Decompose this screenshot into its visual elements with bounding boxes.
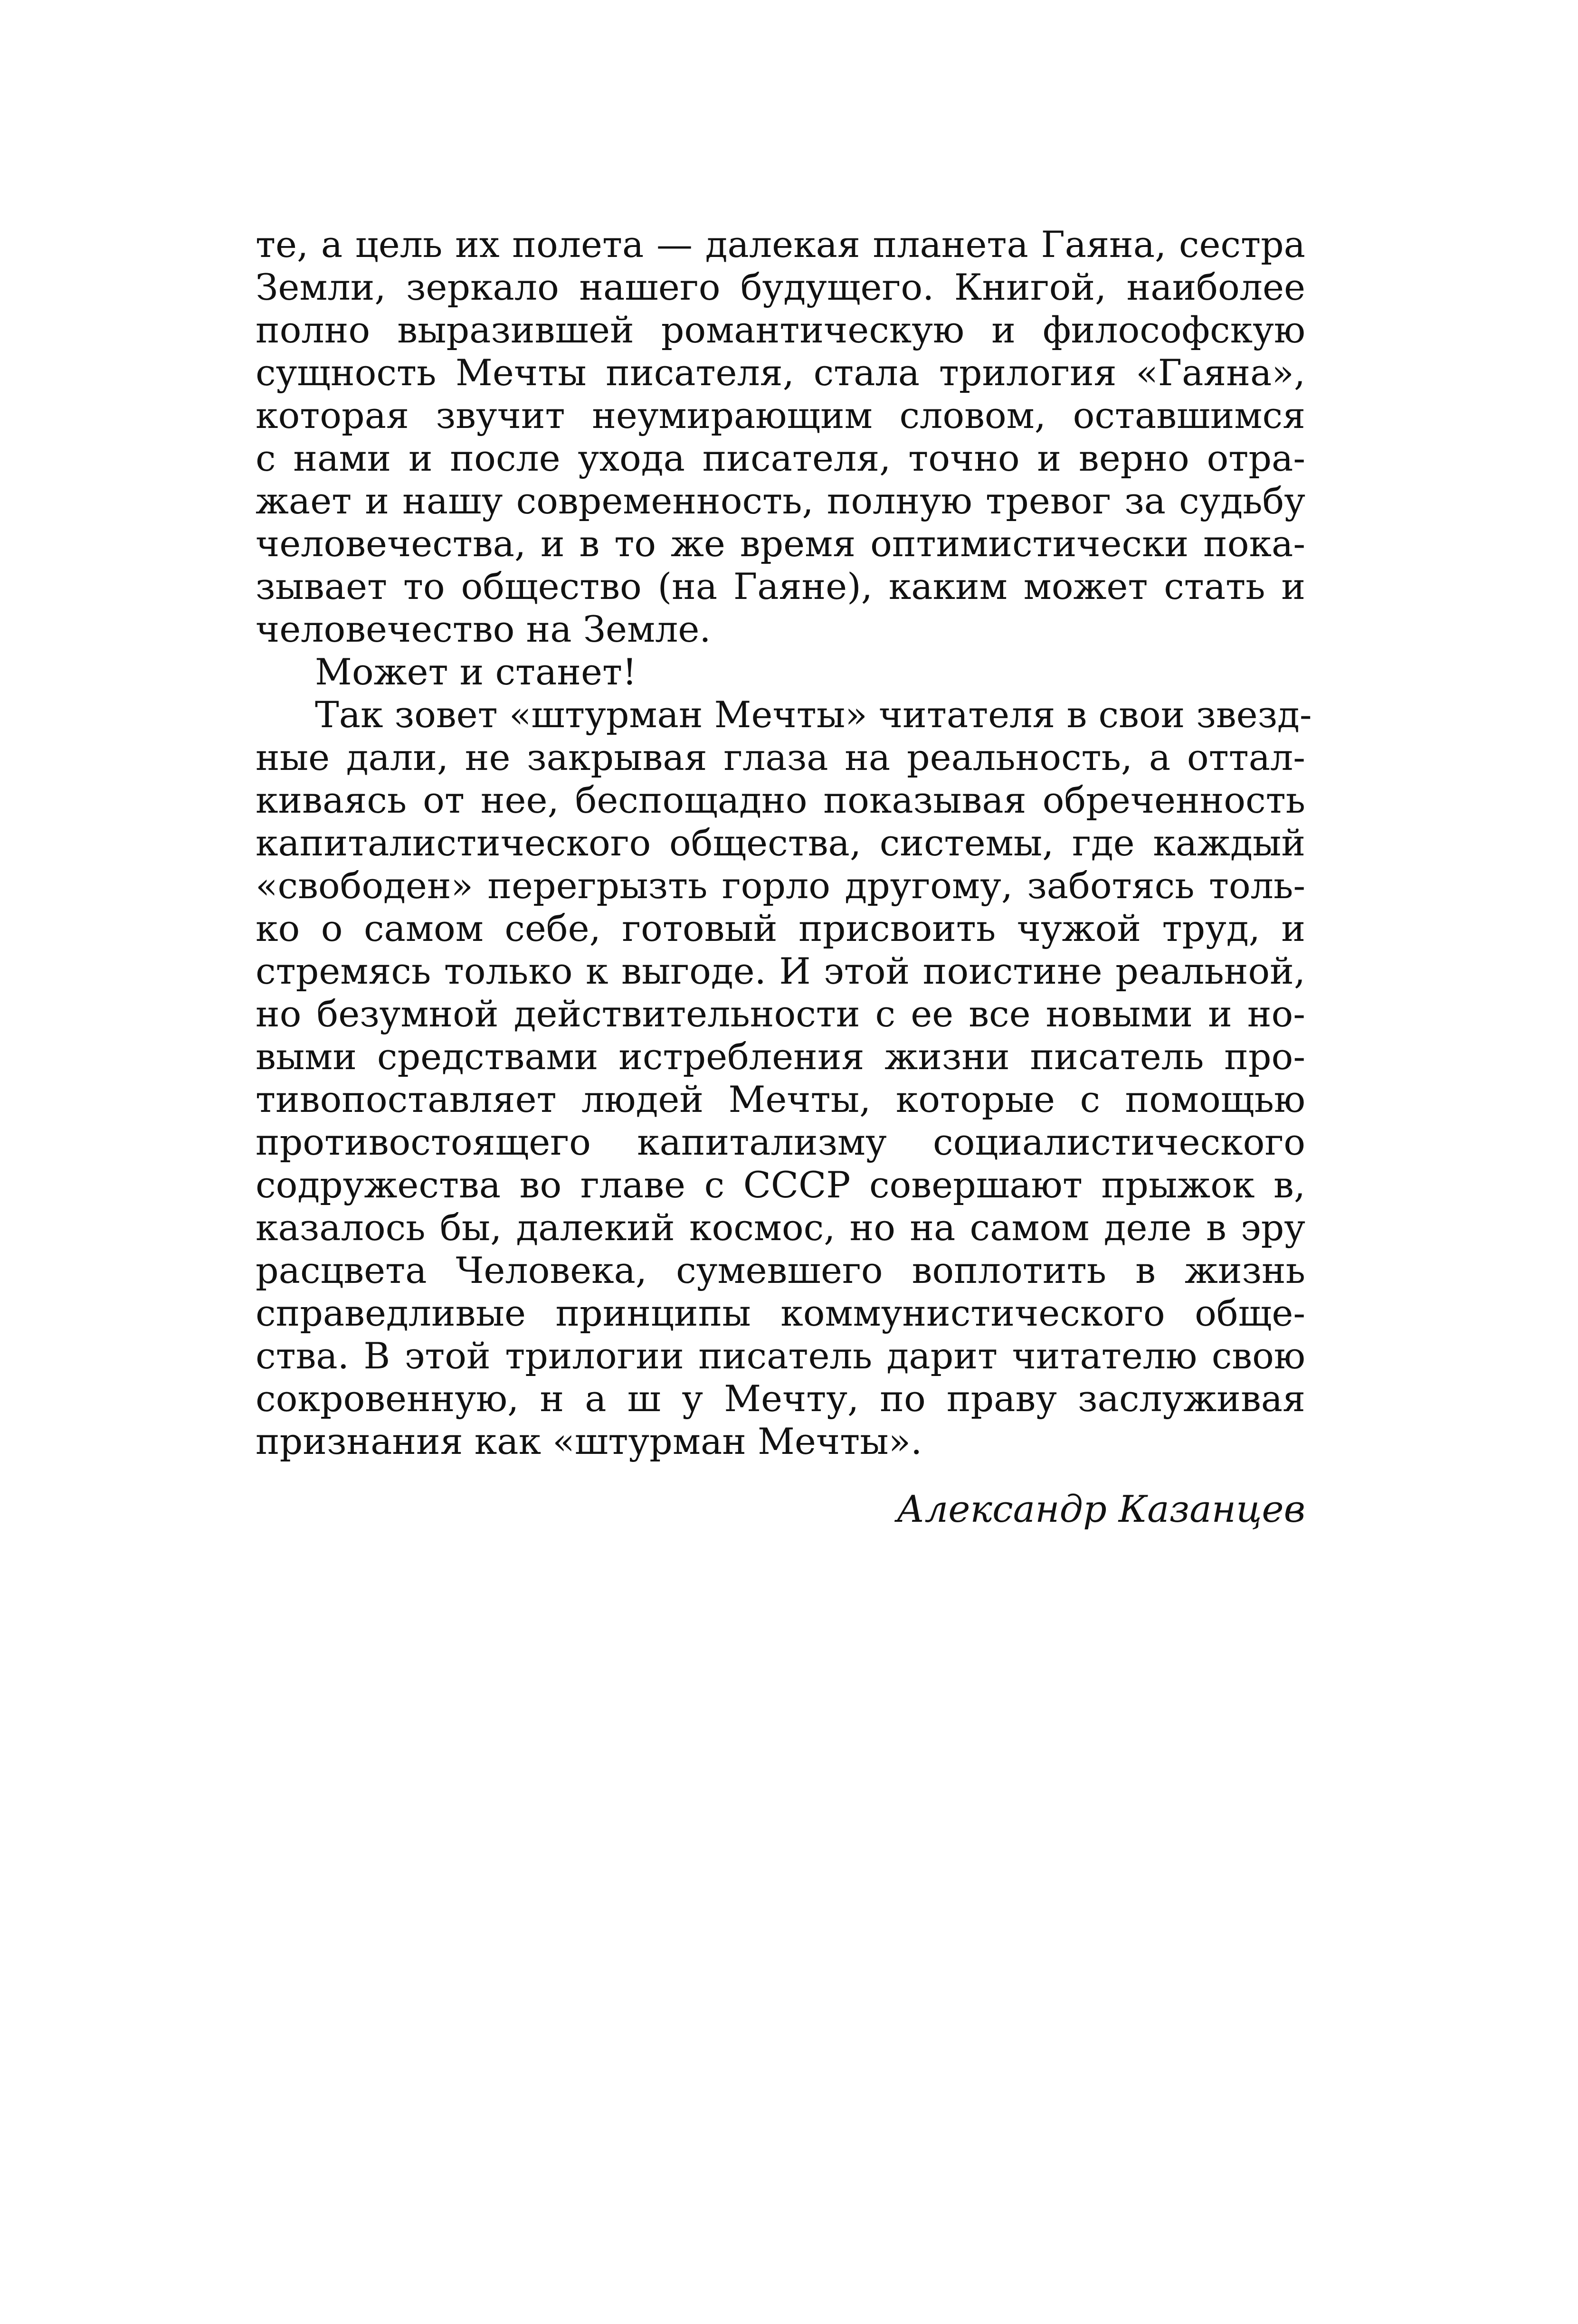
text-line: расцвета Человека, сумевшего воплотить в жизнь xyxy=(256,1249,1305,1291)
text-line: капиталистического общества, системы, где каждый xyxy=(256,822,1305,864)
text-line: ные дали, не закрывая глаза на реальность, а оттал- xyxy=(256,736,1305,778)
text-line: сокровенную, н а ш у Мечту, по праву заслуживая xyxy=(256,1377,1305,1420)
text-line: Может и станет! xyxy=(315,651,637,693)
text-line: Так зовет «штурман Мечты» читателя в свои звезд- xyxy=(315,693,1312,736)
text-line: стремясь только к выгоде. И этой поистине реальной, xyxy=(256,950,1305,992)
text-line: которая звучит неумирающим словом, оставшимся xyxy=(256,394,1305,436)
text-line: Земли, зеркало нашего будущего. Книгой, наиболее xyxy=(256,266,1305,308)
text-line: выми средствами истребления жизни писатель про- xyxy=(256,1035,1305,1078)
text-line: те, а цель их полета — далекая планета Гаяна, сестра xyxy=(256,223,1305,266)
author-signature: Александр Казанцев xyxy=(896,1488,1305,1531)
text-line: справедливые принципы коммунистического обще- xyxy=(256,1292,1305,1334)
text-line: противостоящего капитализму социалистического xyxy=(256,1121,1305,1163)
text-line: признания как «штурман Мечты». xyxy=(256,1420,922,1462)
text-line: тивопоставляет людей Мечты, которые с помощью xyxy=(256,1078,1305,1120)
body-text xyxy=(256,223,1312,1463)
text-line: но безумной действительности с ее все новыми и но- xyxy=(256,993,1305,1035)
text-line: содружества во главе с СССР совершают прыжок в, xyxy=(256,1164,1305,1206)
text-line: зывает то общество (на Гаяне), каким может стать и xyxy=(256,565,1305,607)
text-line: человечество на Земле. xyxy=(256,608,711,650)
text-line: сущность Мечты писателя, стала трилогия «Гаяна», xyxy=(256,351,1305,394)
text-line: ко о самом себе, готовый присвоить чужой труд, и xyxy=(256,907,1305,949)
text-line: с нами и после ухода писателя, точно и верно отра- xyxy=(256,437,1305,479)
text-line: человечества, и в то же время оптимистически пока- xyxy=(256,522,1305,565)
text-line: ства. В этой трилогии писатель дарит читателю свою xyxy=(256,1335,1305,1377)
text-line: киваясь от нее, беспощадно показывая обреченность xyxy=(256,779,1305,821)
text-line: казалось бы, далекий космос, но на самом деле в эру xyxy=(256,1206,1305,1249)
text-line: «свободен» перегрызть горло другому, заботясь толь- xyxy=(256,864,1305,907)
text-line: полно выразившей романтическую и философскую xyxy=(256,309,1305,351)
text-line: жает и нашу современность, полную тревог за судьбу xyxy=(256,480,1305,522)
